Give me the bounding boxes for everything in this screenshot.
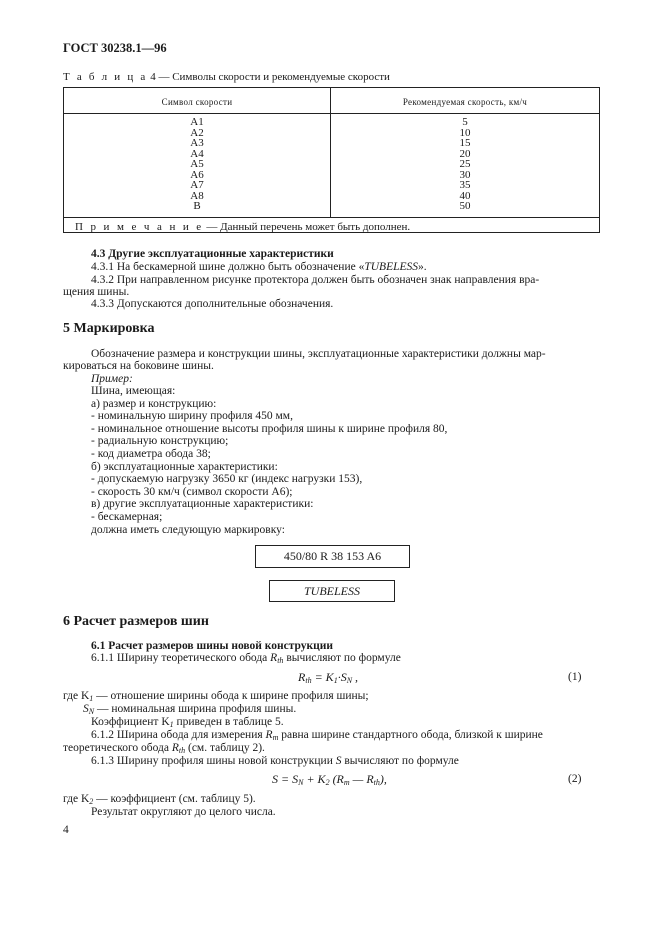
table-caption (63, 71, 390, 83)
column-header-speed: Рекомендуемая скорость, км/ч (402, 97, 528, 107)
table-cell-speed: 25 (459, 158, 471, 170)
example-label: Пример: (91, 373, 133, 385)
example-list-item: должна иметь следующую маркировку: (91, 523, 285, 536)
table-header-divider (64, 113, 599, 114)
formula-sub: N (298, 778, 304, 787)
formula-part: S = S (272, 772, 299, 786)
formula-2-number: (2) (568, 773, 582, 785)
text: теоретического обода (63, 742, 172, 754)
table-cell-speed: 10 (459, 126, 471, 139)
var-sub: th (277, 656, 284, 665)
section-5-intro-line2: кироваться на боковине шины. (63, 360, 214, 372)
speed-column (330, 117, 600, 212)
text: — отношение ширины обода к ширине профиля шины; (93, 690, 369, 702)
table-cell-symbol: A8 (190, 189, 204, 202)
example-list-item: - номинальную ширину профиля 450 мм, (91, 410, 293, 423)
example-list-item: - допускаемую нагрузку 3650 кг (индекс нагрузки 153), (91, 473, 363, 486)
formula-sub: th (373, 778, 380, 787)
table-cell-symbol: A1 (190, 116, 204, 128)
text: приведен в таблице 5. (173, 716, 284, 728)
document-code: ГОСТ 30238.1—96 (63, 41, 167, 55)
formula-sub: 2 (325, 778, 330, 787)
table-caption-text: 4 — Символы скорости и рекомендуемые скорости (147, 71, 390, 83)
table-note-label: П р и м е ч а н и е (75, 221, 204, 233)
var-sub: 2 (89, 797, 94, 806)
example-list-item: а) размер и конструкцию: (91, 397, 217, 410)
example-list-item: в) другие эксплуатационные характеристики: (91, 498, 314, 511)
table-cell-symbol: A5 (190, 158, 204, 170)
text: 6.1.2 Ширина обода для измерения (91, 729, 266, 741)
table-cell-symbol: A3 (190, 137, 204, 149)
table-cell-symbol: A2 (190, 126, 204, 139)
var-sub: m (272, 733, 279, 742)
table-caption-label: Т а б л и ц а (63, 71, 148, 83)
formula-1 (298, 671, 358, 687)
var-sub: 1 (169, 720, 174, 729)
paragraph-4-3-2-line1: 4.3.2 При направленном рисунке протектора должен быть обозначен знак направления вра- (91, 274, 540, 286)
section-6-heading: 6 Расчет размеров шин (63, 614, 209, 629)
var-sub: th (178, 746, 186, 755)
text: где K (63, 793, 90, 805)
table-cell-speed: 40 (459, 189, 471, 202)
formula-part: — R (349, 772, 374, 786)
formula-1-number: (1) (568, 671, 582, 683)
table-cell-speed: 20 (459, 147, 471, 160)
paragraph-6-1-1 (91, 652, 401, 667)
table-cell-symbol: B (193, 200, 201, 212)
marking-tubeless-text: TUBELESS (303, 584, 360, 598)
table-note (75, 221, 410, 233)
table-cell-speed: 30 (459, 168, 471, 181)
text: равна ширине стандартного обода, близкой к ширине (278, 729, 543, 741)
var: R (171, 742, 179, 754)
var-sub: N (88, 707, 95, 716)
paragraph-4-3-1 (91, 261, 427, 274)
formula-sub: 1 (333, 676, 338, 685)
formula-part: ), (379, 772, 387, 786)
text: — номинальная ширина профиля шины. (94, 703, 297, 715)
section-5-heading: 5 Маркировка (63, 321, 155, 336)
paragraph-6-1-3 (91, 755, 459, 768)
paragraph-4-3-3: 4.3.3 Допускаются дополнительные обозначения. (91, 298, 334, 310)
formula-part: (R (329, 772, 344, 786)
formula-sub: N (346, 676, 353, 685)
formula-part: = K (311, 670, 334, 684)
text: вычисляют по формуле (341, 755, 459, 767)
example-list-item: - бескамерная; (91, 511, 163, 523)
example-list-item: б) эксплуатационные характеристики: (91, 460, 278, 473)
table-cell-symbol: A6 (190, 168, 204, 181)
table-cell-speed: 5 (462, 116, 468, 128)
text: ». (418, 261, 427, 273)
text: 6.1.3 Ширину профиля шины новой конструкции (91, 755, 336, 767)
text: 6.1.1 Ширину теоретического обода (91, 652, 271, 664)
section-4-3-heading: 4.3 Другие эксплуатационные характеристики (91, 248, 334, 260)
result-line: Результат округляют до целого числа. (91, 806, 276, 818)
symbol-column (64, 117, 330, 212)
text: Коэффициент K (91, 716, 170, 728)
table-cell-speed: 50 (459, 200, 471, 212)
formula-2 (272, 773, 387, 789)
formula-part: R (298, 670, 306, 684)
text: 4.3.1 На бескамерной шине должно быть обозначение « (91, 261, 365, 273)
marking-size-text: 450/80 R 38 153 A6 (283, 549, 382, 563)
text: — коэффициент (см. таблицу 5). (93, 793, 256, 805)
paragraph-4-3-2-line2: щения шины. (63, 286, 130, 298)
var: S (335, 755, 342, 767)
table-cell-symbol: A4 (190, 147, 204, 160)
example-list-item: - номинальное отношение высоты профиля шины к ширине профиля 80, (91, 422, 448, 435)
example-list-item: - скорость 30 км/ч (символ скорости А6); (91, 485, 293, 498)
example-list-item: - код диаметра обода 38; (91, 448, 211, 460)
speed-symbols-table (63, 87, 600, 233)
tubeless-term: TUBELESS (364, 261, 419, 273)
marking-box-size (255, 545, 410, 568)
table-cell-speed: 15 (459, 137, 471, 149)
text: (см. таблицу 2). (185, 742, 265, 754)
formula-sub: m (343, 778, 350, 787)
formula-part: + K (303, 772, 326, 786)
var: S (83, 703, 89, 715)
table-cell-symbol: A7 (190, 179, 204, 191)
table-note-divider (64, 217, 599, 218)
var: R (265, 729, 273, 741)
formula-part: ·S (337, 670, 347, 684)
page-number: 4 (63, 824, 69, 836)
formula-part: , (352, 670, 359, 684)
text: вычисляют по формуле (283, 652, 401, 664)
section-6-1-heading: 6.1 Расчет размеров шины новой конструкции (91, 640, 334, 652)
var-sub: 1 (89, 694, 94, 703)
text: где K (63, 690, 90, 702)
marking-box-tubeless (269, 580, 395, 602)
formula-sub: th (305, 676, 312, 685)
var: R (270, 652, 278, 664)
example-list-item: - радиальную конструкцию; (91, 435, 229, 448)
table-cell-speed: 35 (459, 179, 471, 191)
table-note-text: — Данный перечень может быть дополнен. (203, 221, 411, 233)
section-5-intro-line1: Обозначение размера и конструкции шины, эксплуатационные характеристики должны мар- (91, 348, 546, 360)
example-list-item: Шина, имеющая: (91, 385, 176, 397)
column-header-symbol: Символ скорости (161, 97, 233, 107)
